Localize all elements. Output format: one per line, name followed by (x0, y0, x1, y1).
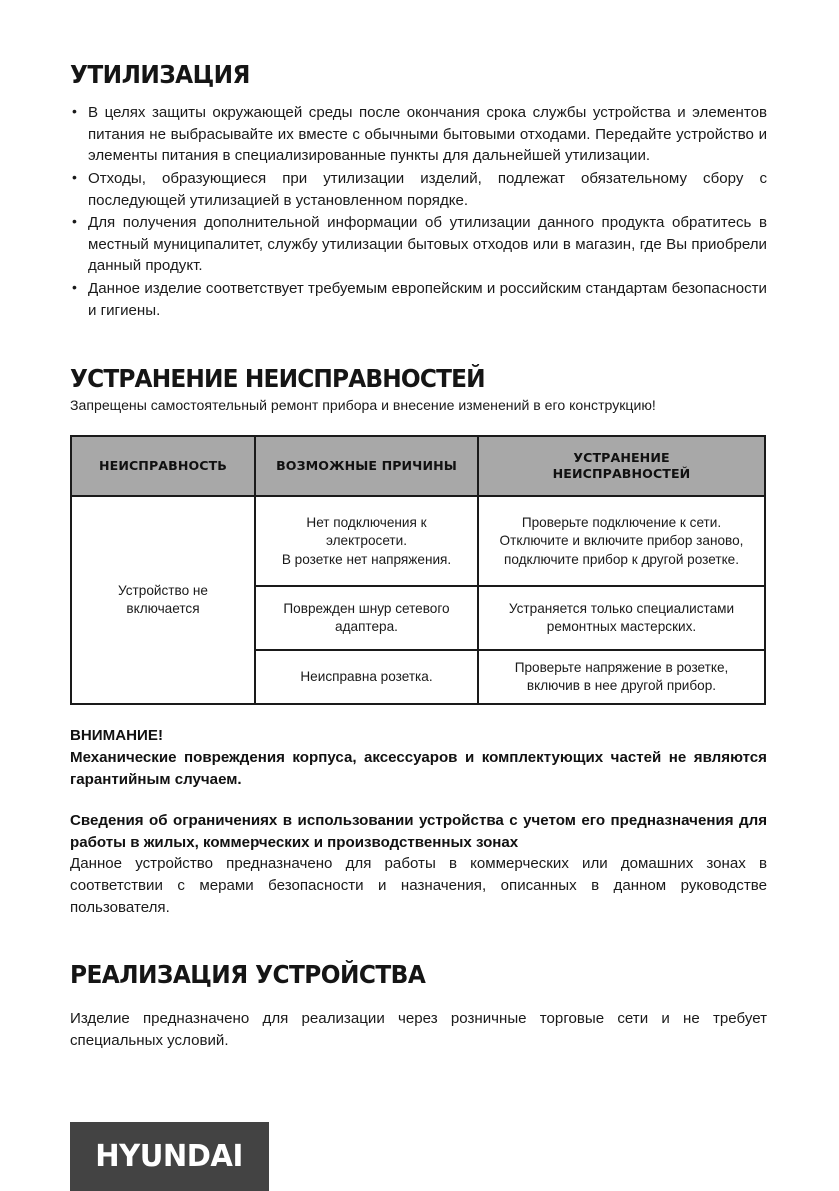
usage-limits-heading: Сведения об ограничениях в использовании устройства с учетом его предназначения для работы в жилых, коммерческих и производственных зонах (70, 812, 767, 851)
hyundai-logo (70, 1122, 269, 1191)
list-item: • Данное изделие соответствует требуемым европейским и российским стандартам безопасности и гигиены. (70, 278, 767, 321)
table-header-remedy-line1: УСТРАНЕНИЕ (573, 449, 670, 465)
usage-limits-text: Данное устройство предназначено для работы в коммерческих или домашних зонах в соответствии с мерами безопасности и назначения, описанных в данном руководстве пользователя. (70, 855, 767, 916)
table-row (71, 496, 765, 586)
table-header-row (71, 436, 765, 496)
attention-heading: ВНИМАНИЕ! (70, 727, 163, 745)
sales-text: Изделие предназначено для реализации через розничные торговые сети и не требует специальных условий. (70, 1010, 767, 1050)
hyundai-logo-text: HYUNDAI (95, 1139, 244, 1174)
troubleshooting-table (70, 435, 766, 705)
spacer (70, 918, 767, 962)
table-header-remedy-line2: НЕИСПРАВНОСТЕЙ (552, 466, 691, 482)
table-header-fault: НЕИСПРАВНОСТЬ (71, 436, 255, 496)
spacer (70, 705, 767, 725)
section-heading-troubleshooting: УСТРАНЕНИЕ НЕИСПРАВНОСТЕЙ (70, 364, 485, 394)
section-heading-disposal: УТИЛИЗАЦИЯ (70, 60, 250, 89)
list-item: • В целях защиты окружающей среды после окончания срока службы устройства и элементов питания не выбрасывайте их вместе с обычными бытовыми отходами. Передайте устройство и элементы питания в специализированные пункты для дальнейшей утилизации. (70, 102, 767, 167)
table-cell-cause: Поврежден шнур сетевого адаптера. (255, 586, 478, 650)
table-cell-cause: Нет подключения к электросети. В розетке нет напряжения. (255, 496, 478, 586)
disposal-bullet-list (70, 102, 767, 321)
spacer (70, 322, 767, 366)
list-item: • Для получения дополнительной информации об утилизации данного продукта обратитесь в местный муниципалитет, службу утилизации бытовых отходов или в магазин, где Вы приобрели данный продукт. (70, 212, 767, 277)
spacer (70, 415, 767, 435)
table-header-causes: ВОЗМОЖНЫЕ ПРИЧИНЫ (255, 436, 478, 496)
table-cell-cause: Неисправна розетка. (255, 650, 478, 704)
table-header-remedy (478, 436, 765, 496)
table-cell-fault-merged: Устройство не включается (71, 496, 255, 704)
troubleshooting-subtitle: Запрещены самостоятельный ремонт прибора и внесение изменений в его конструкцию! (70, 397, 656, 414)
list-item: • Отходы, образующиеся при утилизации изделий, подлежат обязательному сбору с последующей утилизацией в установленном порядке. (70, 168, 767, 211)
spacer (70, 790, 767, 810)
table-cell-remedy: Устраняется только специалистами ремонтных мастерских. (478, 586, 765, 650)
table-cell-remedy: Проверьте напряжение в розетке, включив в нее другой прибор. (478, 650, 765, 704)
attention-text: Механические повреждения корпуса, аксессуаров и комплектующих частей не являются гарантийным случаем. (70, 749, 767, 788)
table-cell-remedy: Проверьте подключение к сети. Отключите и включите прибор заново, подключите прибор к другой розетке. (478, 496, 765, 586)
document-content (70, 62, 767, 1052)
section-heading-sales: РЕАЛИЗАЦИЯ УСТРОЙСТВА (70, 960, 426, 990)
